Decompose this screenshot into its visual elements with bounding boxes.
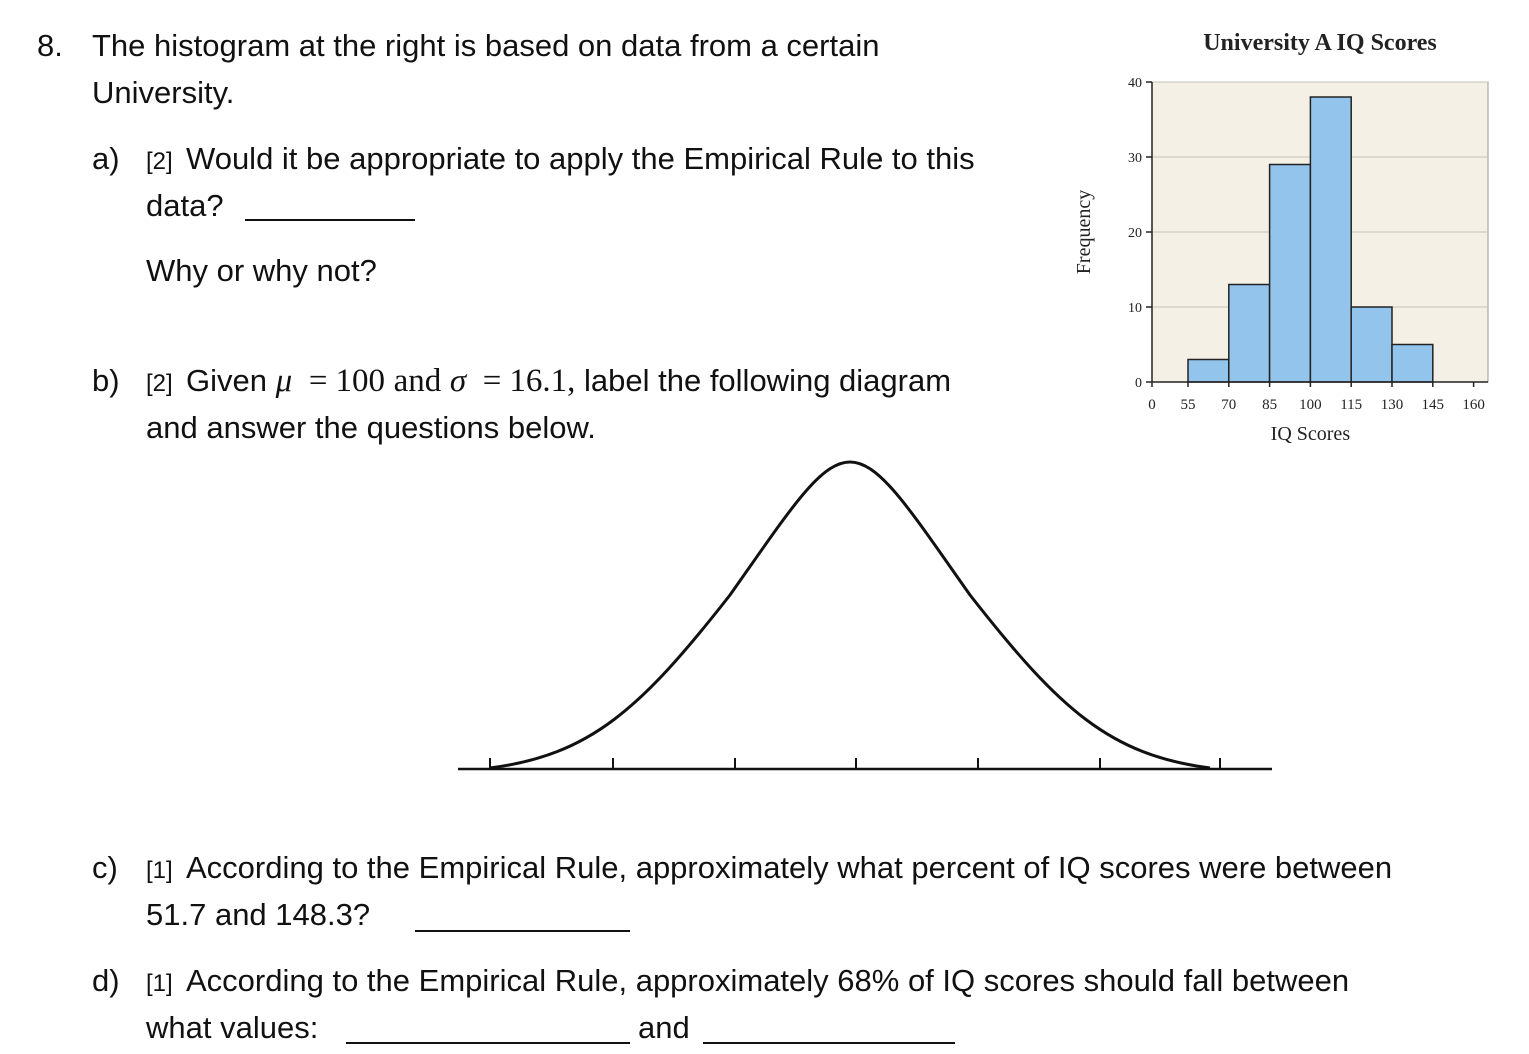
histogram-x-tick-label: 85 [1262, 397, 1278, 413]
histogram-y-tick-label: 20 [1128, 226, 1142, 241]
part-b-line2: and answer the questions below. [146, 410, 596, 445]
histogram-x-tick-label: 130 [1380, 397, 1404, 413]
histogram-x-tick-label: 160 [1462, 397, 1485, 413]
part-a-answer-blank[interactable] [245, 219, 415, 221]
part-a-line1: Would it be appropriate to apply the Empirical Rule to this [186, 141, 975, 176]
histogram-y-tick-label: 10 [1128, 301, 1142, 316]
part-d-answer-blank-low[interactable] [346, 1042, 630, 1044]
histogram-x-tick-label: 70 [1221, 397, 1237, 413]
histogram-x-tick-label: 115 [1340, 397, 1363, 413]
part-a-letter: a) [92, 141, 120, 176]
histogram-x-tick-label: 145 [1421, 397, 1445, 413]
histogram-x-axis-label: IQ Scores [1270, 423, 1351, 445]
part-b-line1-rest: label the following diagram [584, 363, 952, 398]
part-c-letter: c) [92, 850, 118, 885]
part-d-answer-blank-high[interactable] [703, 1042, 955, 1044]
normal-curve [490, 462, 1210, 768]
equals-sign-2: = [482, 363, 502, 399]
part-b-given: Given [186, 363, 267, 398]
histogram-y-tick-label: 30 [1128, 151, 1142, 166]
part-d-and: and [638, 1010, 690, 1045]
histogram-bar [1310, 97, 1351, 382]
question-intro-line2: University. [92, 75, 235, 110]
part-b-points: [2] [146, 370, 173, 397]
question-intro-line1: The histogram at the right is based on data from a certain [92, 28, 880, 63]
histogram-bar [1229, 285, 1270, 383]
sigma-value: 16.1, [509, 363, 576, 399]
part-a-points: [2] [146, 148, 173, 175]
part-b-letter: b) [92, 363, 120, 398]
part-a-line2: data? [146, 188, 224, 223]
mu-value: 100 [335, 363, 385, 399]
histogram-bar [1392, 345, 1433, 383]
part-c-line1: According to the Empirical Rule, approximately what percent of IQ scores were between [186, 850, 1393, 885]
mu-symbol: μ [275, 363, 293, 399]
histogram-y-axis-label: Frequency [1073, 189, 1095, 275]
normal-curve-diagram [450, 450, 1280, 780]
part-c-line2: 51.7 and 148.3? [146, 897, 371, 932]
histogram-x-tick-label: 55 [1180, 397, 1196, 413]
histogram [1060, 20, 1500, 460]
histogram-bar [1188, 360, 1229, 383]
part-c-points: [1] [146, 857, 173, 884]
part-a-followup: Why or why not? [146, 253, 377, 288]
histogram-x-tick-label: 100 [1299, 397, 1322, 413]
histogram-title: University A IQ Scores [1203, 30, 1437, 56]
part-d-points: [1] [146, 970, 173, 997]
part-c-answer-blank[interactable] [415, 930, 630, 932]
histogram-bar [1351, 307, 1392, 382]
part-d-line1: According to the Empirical Rule, approximately 68% of IQ scores should fall between [186, 963, 1350, 998]
part-d-line2: what values: [146, 1010, 319, 1045]
and-word: and [393, 363, 442, 399]
histogram-y-tick-label: 0 [1135, 376, 1142, 391]
sigma-symbol: σ [449, 363, 467, 399]
part-b-line1 [186, 361, 951, 401]
histogram-x-tick-label: 0 [1148, 397, 1156, 413]
equals-sign: = [308, 363, 328, 399]
histogram-bar [1270, 165, 1311, 383]
question-number: 8. [37, 28, 63, 63]
histogram-y-tick-label: 40 [1128, 76, 1142, 91]
part-d-letter: d) [92, 963, 120, 998]
